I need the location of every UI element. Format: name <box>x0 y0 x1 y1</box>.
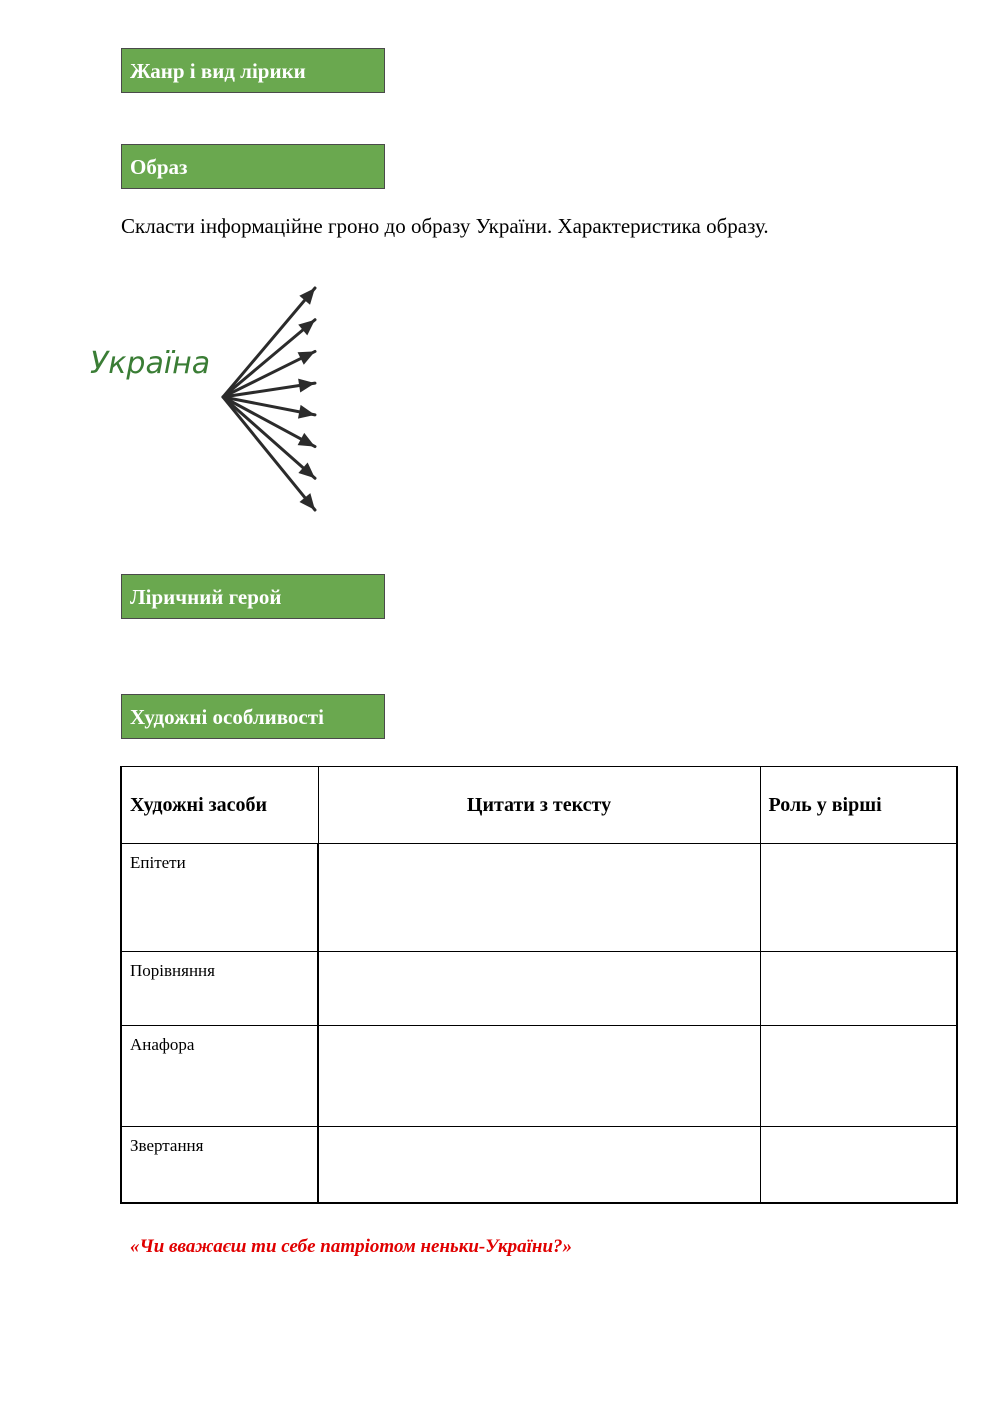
reflection-question: «Чи вважаєш ти себе патріотом неньки-України?» <box>130 1236 573 1257</box>
section-header-lyrical-hero: Ліричний герой <box>121 574 385 619</box>
device-label: Порівняння <box>121 952 318 1026</box>
device-label: Звертання <box>121 1127 318 1203</box>
table-header-row <box>121 767 957 844</box>
role-cell[interactable] <box>760 1127 957 1203</box>
table-row <box>121 1127 957 1203</box>
cluster-center-label: Україна <box>90 346 211 381</box>
quote-cell[interactable] <box>318 1127 760 1203</box>
device-label: Анафора <box>121 1026 318 1127</box>
role-cell[interactable] <box>760 844 957 952</box>
table-row <box>121 952 957 1026</box>
instruction-text: Скласти інформаційне гроно до образу України. Характеристика образу. <box>121 214 769 238</box>
quote-cell[interactable] <box>318 1026 760 1127</box>
table-row <box>121 1026 957 1127</box>
section-header-image: Образ <box>121 144 385 189</box>
role-cell[interactable] <box>760 952 957 1026</box>
role-cell[interactable] <box>760 1026 957 1127</box>
features-table <box>120 766 958 1204</box>
table-row <box>121 844 957 952</box>
quote-cell[interactable] <box>318 952 760 1026</box>
quote-cell[interactable] <box>318 844 760 952</box>
section-header-genre: Жанр і вид лірики <box>121 48 385 93</box>
column-header-role: Роль у вірші <box>760 767 957 844</box>
section-header-features: Художні особливості <box>121 694 385 739</box>
column-header-quotes: Цитати з тексту <box>318 767 760 844</box>
column-header-devices: Художні засоби <box>121 767 318 844</box>
device-label: Епітети <box>121 844 318 952</box>
arrow-fan-icon <box>215 282 325 517</box>
